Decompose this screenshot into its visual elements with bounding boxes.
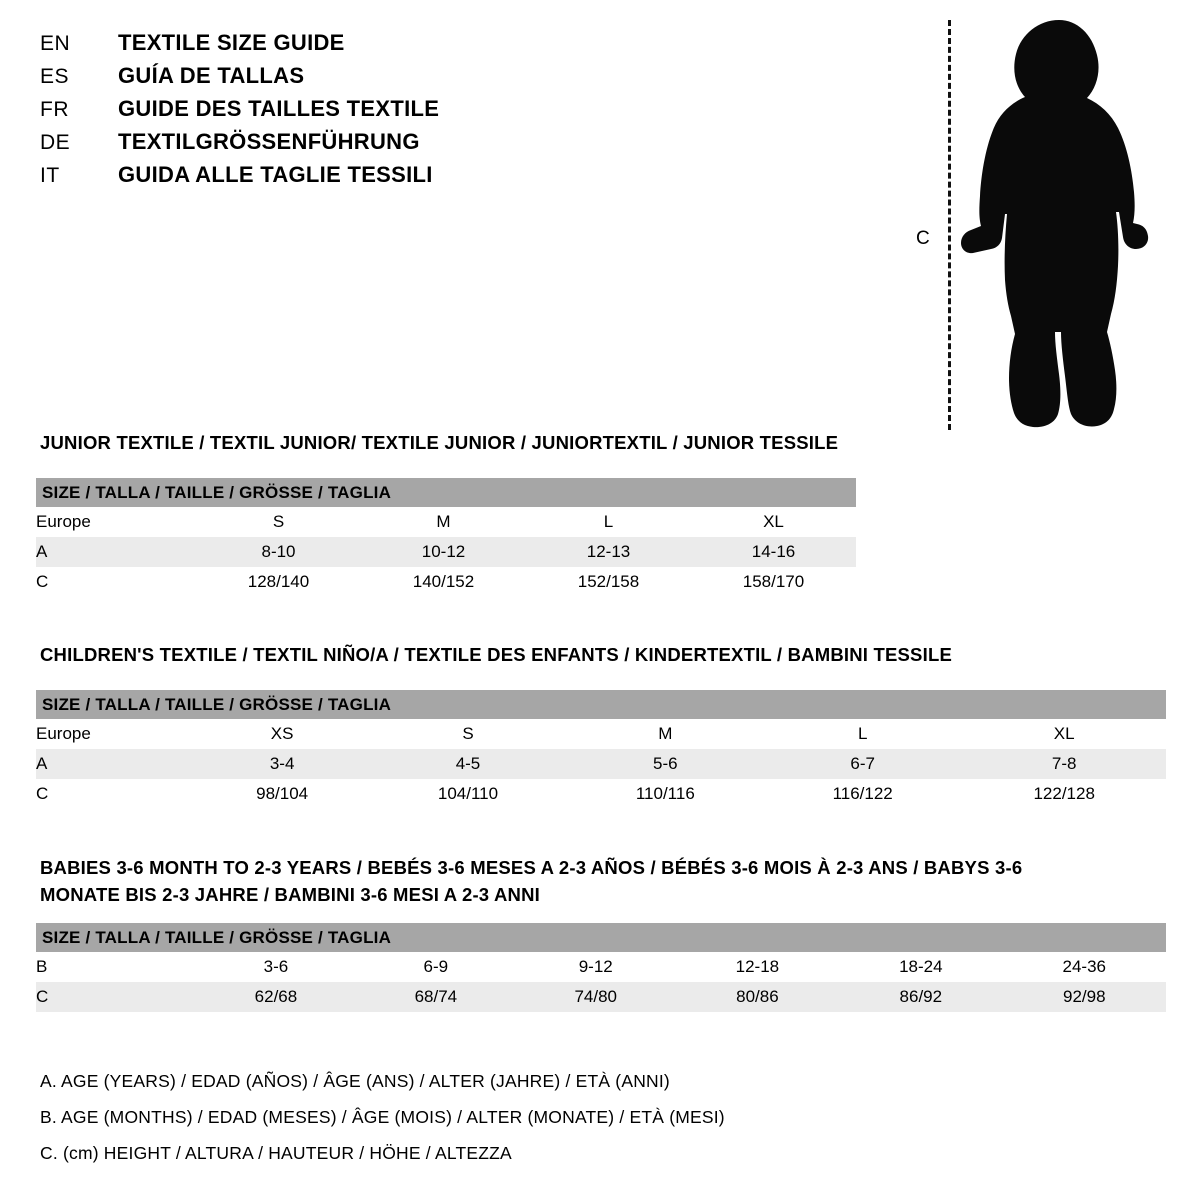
cell-value: 74/80 xyxy=(516,982,676,1012)
cell-value: 68/74 xyxy=(356,982,516,1012)
cell-value: XL xyxy=(962,719,1166,749)
language-code: IT xyxy=(40,164,60,187)
language-title: GUIDA ALLE TAGLIE TESSILI xyxy=(118,162,433,187)
cell-value: XL xyxy=(691,507,856,537)
section-title-babies: BABIES 3-6 MONTH TO 2-3 YEARS / BEBÉS 3-6 MESES A 2-3 AÑOS / BÉBÉS 3-6 MOIS À 2-3 ANS / BABYS 3-6 MONATE BIS 2-3 JAHRE / BAMBINI 3-6 MESI A 2-3 ANNI xyxy=(40,857,1023,905)
row-label: A xyxy=(36,749,196,779)
cell-value: L xyxy=(526,507,691,537)
cell-value: 110/116 xyxy=(568,779,763,809)
row-label: C xyxy=(36,779,196,809)
cell-value: 12-18 xyxy=(676,952,839,982)
language-title: TEXTILGRÖSSENFÜHRUNG xyxy=(118,129,420,154)
cell-value: 24-36 xyxy=(1003,952,1166,982)
language-row xyxy=(40,129,600,155)
cell-value: S xyxy=(196,507,361,537)
cell-value: M xyxy=(361,507,526,537)
child-silhouette-icon xyxy=(955,18,1155,433)
table-row xyxy=(36,952,1166,982)
language-row xyxy=(40,96,600,122)
cell-value: 6-9 xyxy=(356,952,516,982)
language-header xyxy=(40,30,600,195)
cell-value: L xyxy=(763,719,962,749)
cell-value: 10-12 xyxy=(361,537,526,567)
row-label: C xyxy=(36,567,196,597)
cell-value: XS xyxy=(196,719,368,749)
cell-value: 12-13 xyxy=(526,537,691,567)
language-row xyxy=(40,30,600,56)
cell-value: 3-4 xyxy=(196,749,368,779)
cell-value: 3-6 xyxy=(196,952,356,982)
language-title: TEXTILE SIZE GUIDE xyxy=(118,30,345,55)
table-band-row xyxy=(36,690,1166,719)
row-label: B xyxy=(36,952,196,982)
cell-value: 104/110 xyxy=(368,779,567,809)
table-row xyxy=(36,507,856,537)
babies-size-table xyxy=(36,923,1166,1012)
cell-value: 4-5 xyxy=(368,749,567,779)
row-label: Europe xyxy=(36,719,196,749)
cell-value: 122/128 xyxy=(962,779,1166,809)
cell-value: 86/92 xyxy=(839,982,1002,1012)
cell-value: M xyxy=(568,719,763,749)
language-title: GUIDE DES TAILLES TEXTILE xyxy=(118,96,440,121)
footnote-c: C. (cm) HEIGHT / ALTURA / HAUTEUR / HÖHE / ALTEZZA xyxy=(40,1143,512,1164)
cell-value: 18-24 xyxy=(839,952,1002,982)
cell-value: 9-12 xyxy=(516,952,676,982)
language-row xyxy=(40,63,600,89)
language-code: FR xyxy=(40,98,69,121)
table-row xyxy=(36,567,856,597)
table-band-row xyxy=(36,478,856,507)
cell-value: 128/140 xyxy=(196,567,361,597)
cell-value: 116/122 xyxy=(763,779,962,809)
cell-value: 8-10 xyxy=(196,537,361,567)
footnote-b: B. AGE (MONTHS) / EDAD (MESES) / ÂGE (MOIS) / ALTER (MONATE) / ETÀ (MESI) xyxy=(40,1107,725,1128)
language-title: GUÍA DE TALLAS xyxy=(118,63,305,88)
height-dashed-line xyxy=(948,20,951,430)
table-row xyxy=(36,537,856,567)
height-marker-label: C xyxy=(916,228,930,249)
cell-value: 152/158 xyxy=(526,567,691,597)
language-code: EN xyxy=(40,32,71,55)
table-band-label: SIZE / TALLA / TAILLE / GRÖSSE / TAGLIA xyxy=(36,690,1166,719)
table-row xyxy=(36,749,1166,779)
height-figure xyxy=(900,10,1160,430)
table-band-label: SIZE / TALLA / TAILLE / GRÖSSE / TAGLIA xyxy=(36,478,856,507)
table-row xyxy=(36,982,1166,1012)
cell-value: 62/68 xyxy=(196,982,356,1012)
cell-value: 98/104 xyxy=(196,779,368,809)
section-title-children: CHILDREN'S TEXTILE / TEXTIL NIÑO/A / TEXTILE DES ENFANTS / KINDERTEXTIL / BAMBINI TESSILE xyxy=(40,644,952,665)
cell-value: 92/98 xyxy=(1003,982,1166,1012)
language-code: ES xyxy=(40,65,70,88)
cell-value: S xyxy=(368,719,567,749)
cell-value: 140/152 xyxy=(361,567,526,597)
footnote-a: A. AGE (YEARS) / EDAD (AÑOS) / ÂGE (ANS) / ALTER (JAHRE) / ETÀ (ANNI) xyxy=(40,1071,670,1092)
cell-value: 6-7 xyxy=(763,749,962,779)
table-band-row xyxy=(36,923,1166,952)
row-label: Europe xyxy=(36,507,196,537)
cell-value: 14-16 xyxy=(691,537,856,567)
cell-value: 80/86 xyxy=(676,982,839,1012)
table-row xyxy=(36,779,1166,809)
cell-value: 7-8 xyxy=(962,749,1166,779)
table-band-label: SIZE / TALLA / TAILLE / GRÖSSE / TAGLIA xyxy=(36,923,1166,952)
junior-size-table xyxy=(36,478,856,597)
table-row xyxy=(36,719,1166,749)
children-size-table xyxy=(36,690,1166,809)
row-label: A xyxy=(36,537,196,567)
language-code: DE xyxy=(40,131,71,154)
section-title-junior: JUNIOR TEXTILE / TEXTIL JUNIOR/ TEXTILE JUNIOR / JUNIORTEXTIL / JUNIOR TESSILE xyxy=(40,432,839,453)
cell-value: 5-6 xyxy=(568,749,763,779)
cell-value: 158/170 xyxy=(691,567,856,597)
language-row xyxy=(40,162,600,188)
footnotes xyxy=(40,1064,725,1172)
row-label: C xyxy=(36,982,196,1012)
